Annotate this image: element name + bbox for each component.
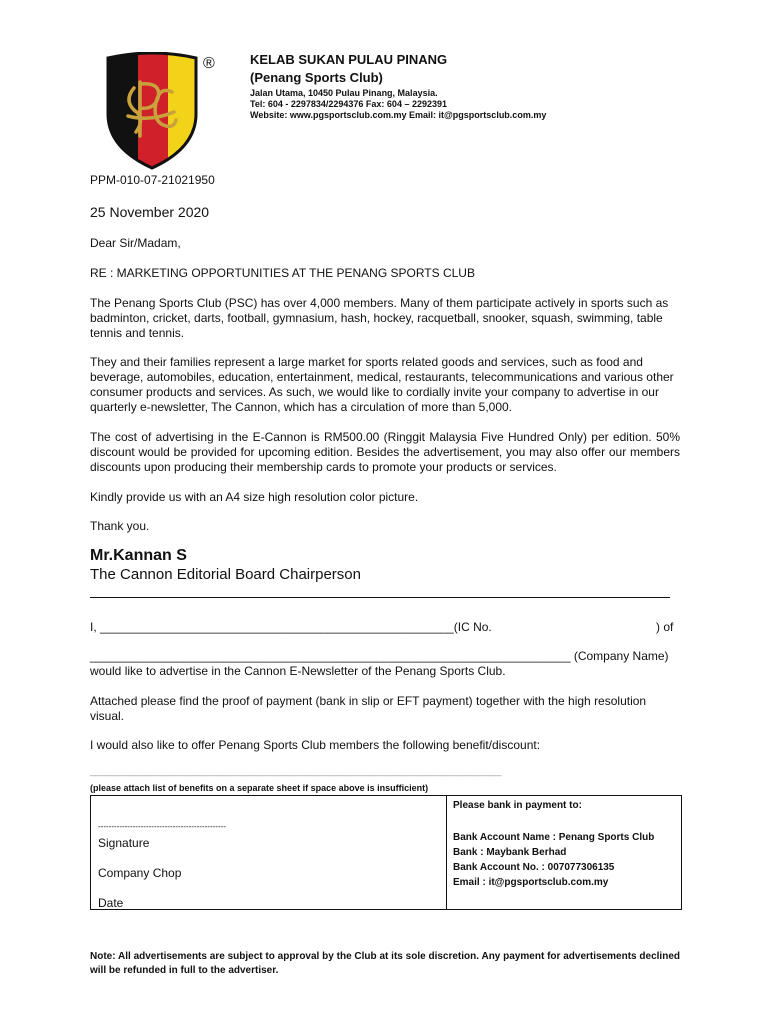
advertise-statement: would like to advertise in the Cannon E-Newsletter of the Penang Sports Club. — [90, 664, 506, 678]
psc-shield-logo — [104, 52, 200, 170]
paragraph-members: The Penang Sports Club (PSC) has over 4,000 members. Many of them participate actively in sports such as badminton, cricket, darts, football, gymnasium, hash, hockey, racquetball, snooker, squash, swimming, table tennis and tennis. — [90, 296, 669, 340]
of-label: ) of — [656, 620, 674, 634]
company-blank[interactable]: ________________________________________________________________________ — [90, 649, 571, 663]
signatory-name: Mr.Kannan S — [90, 547, 187, 564]
bank-name: Bank : Maybank Berhad — [453, 847, 567, 858]
reference-number: PPM-010-07-21021950 — [90, 173, 215, 187]
name-blank[interactable]: _____________________________________________________ — [100, 620, 454, 634]
club-website-email: Website: www.pgsportsclub.com.my Email: it@pgsportsclub.com.my — [250, 110, 547, 120]
bank-account-name: Bank Account Name : Penang Sports Club — [453, 832, 655, 843]
attach-note: (please attach list of benefits on a separate sheet if space above is insufficient) — [90, 783, 429, 793]
paragraph-market: They and their families represent a large market for sports related goods and services, such as food and beverage, automobiles, education, entertainment, medical, restaurants, telecommunications and various other consumer products and services. As such, we would like to cordially invite your company to advertise in our quarterly e-newsletter, The Cannon, which has a circulation of more than 5,000. — [90, 355, 674, 414]
bank-account-number: Bank Account No. : 007077306135 — [453, 862, 615, 873]
ic-label: (IC No. — [453, 620, 492, 634]
benefit-blank[interactable]: __________________________________________________________________________ — [90, 766, 502, 777]
closing: Thank you. — [90, 519, 150, 533]
bank-heading: Please bank in payment to: — [453, 800, 582, 811]
club-address: Jalan Utama, 10450 Pulau Pinang, Malaysia. — [250, 88, 438, 98]
signature-dashes: ------------------------------------------------ — [98, 822, 226, 831]
payment-box — [90, 795, 682, 910]
company-name-label: (Company Name) — [570, 649, 669, 663]
paragraph-cost: The cost of advertising in the E-Cannon is RM500.00 (Ringgit Malaysia Five Hundred Only) per edition. 50% discount would be provided for upcoming edition. Besides the advertisement, you may also offer our members discounts upon producing their membership cards to promote your products or services. — [90, 430, 680, 474]
club-name: KELAB SUKAN PULAU PINANG — [250, 52, 448, 67]
i-prefix: I, — [90, 620, 101, 634]
club-phone-fax: Tel: 604 - 2297834/2294376 Fax: 604 – 2292391 — [250, 99, 447, 109]
divider — [90, 597, 670, 598]
footer-note: Note: All advertisements are subject to approval by the Club at its sole discretion. Any payment for advertisements declined will be refunded in full to the advertiser. — [90, 951, 680, 976]
bank-email: Email : it@pgsportsclub.com.my — [453, 877, 609, 888]
letter-date: 25 November 2020 — [90, 204, 210, 220]
paragraph-picture: Kindly provide us with an A4 size high resolution color picture. — [90, 490, 419, 504]
date-label[interactable]: Date — [98, 896, 124, 910]
salutation: Dear Sir/Madam, — [90, 236, 181, 250]
name-field-line[interactable] — [90, 620, 492, 635]
company-field-line[interactable] — [90, 649, 669, 664]
company-chop-label[interactable]: Company Chop — [98, 866, 182, 880]
signature-label[interactable]: Signature — [98, 836, 150, 850]
subject-line: RE : MARKETING OPPORTUNITIES AT THE PENANG SPORTS CLUB — [90, 266, 475, 280]
signatory-title: The Cannon Editorial Board Chairperson — [90, 566, 361, 583]
attached-statement: Attached please find the proof of payment (bank in slip or EFT payment) together with the high resolution visual. — [90, 694, 647, 723]
offer-statement: I would also like to offer Penang Sports Club members the following benefit/discount: — [90, 738, 541, 752]
registered-mark: ® — [203, 55, 215, 72]
payment-box-divider — [446, 795, 447, 910]
club-name-english: (Penang Sports Club) — [250, 70, 383, 85]
